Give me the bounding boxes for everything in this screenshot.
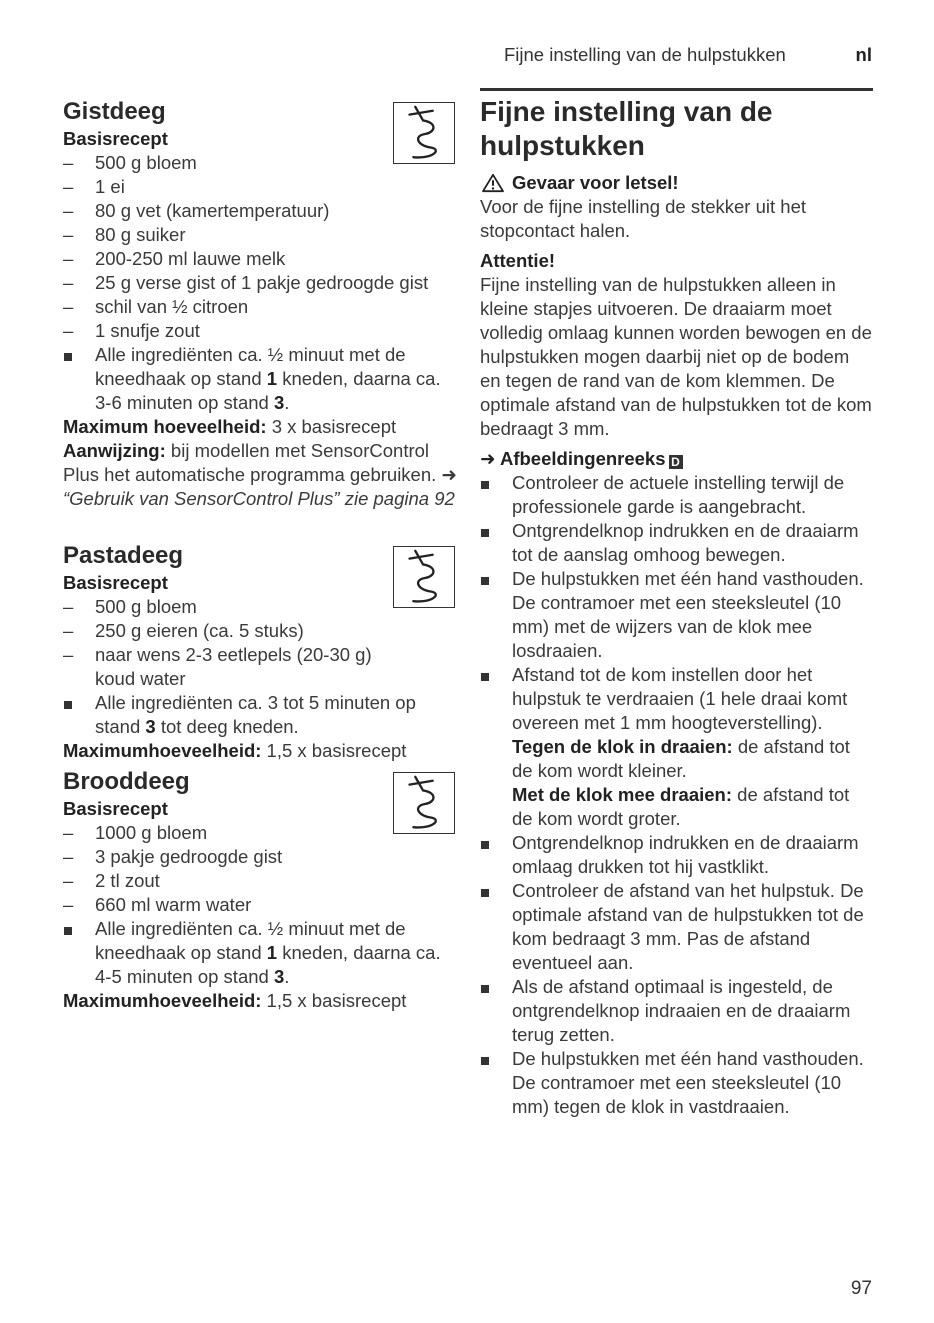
ingredient-item: – 1 ei: [63, 175, 458, 199]
procedure-step: Controleer de actuele instelling terwijl de professionele garde is aangebracht.: [480, 471, 873, 519]
language-code: nl: [855, 44, 872, 65]
max-label: Maximum hoeveelheid:: [63, 416, 267, 437]
danger-heading: [480, 171, 873, 195]
ingredient-item: – 200-250 ml lauwe melk: [63, 247, 458, 271]
ingredient-item: – 25 g verse gist of 1 pakje gedroogde gist: [63, 271, 458, 295]
cw-note: [512, 783, 873, 831]
ingredient-item: – 660 ml warm water: [63, 893, 458, 917]
arrow-icon: ➜: [480, 448, 496, 469]
ccw-text: de afstand tot de kom wordt kleiner.: [512, 736, 850, 781]
speed-value: 1: [266, 368, 278, 389]
cw-label: Met de klok mee draaien:: [512, 784, 733, 805]
arrow-icon: ➜: [441, 464, 457, 485]
procedure-step: Controleer de afstand van het hulpstuk. De optimale afstand van de hulpstukken tot de kom bedraagt 3 mm. Pas de afstand eventueel aan.: [480, 879, 873, 975]
hint-text: bij modellen met SensorControl Plus het automatische programma gebruiken.: [63, 440, 442, 485]
speed-value: 3: [145, 716, 156, 737]
ingredient-item: – 500 g bloem: [63, 595, 458, 619]
instruction-text: kneden, daarna ca. 3-6 minuten op stand: [95, 368, 441, 413]
ingredient-item: – schil van ½ citroen: [63, 295, 458, 319]
speed-value: 3: [273, 392, 285, 413]
max-label: Maximumhoeveelheid:: [63, 990, 262, 1011]
ingredient-item: – 80 g suiker: [63, 223, 458, 247]
procedure-step: [480, 663, 873, 831]
max-value: 1,5 x basisrecept: [261, 990, 407, 1011]
section-title: Pastadeeg: [63, 542, 184, 569]
header-title: Fijne instelling van de hulpstukken: [504, 44, 786, 65]
page-header: [480, 43, 872, 69]
max-label: Maximumhoeveelheid:: [63, 740, 262, 761]
ingredient-item: – 1 snufje zout: [63, 319, 458, 343]
max-value: 1,5 x basisrecept: [261, 740, 407, 761]
max-quantity: [63, 739, 458, 763]
instruction-list: [63, 691, 458, 739]
ccw-note: [512, 735, 873, 783]
procedure-step-text: Afstand tot de kom instellen door het hulpstuk te verdraaien (1 hele draai komt overeen met 1 mm hoogteverstelling).: [512, 664, 848, 733]
page-title: Fijne instelling van de hulpstukken: [480, 96, 773, 161]
instruction-text: Alle ingrediënten ca. 3 tot 5 minuten op stand: [95, 692, 416, 737]
danger-text: Voor de fijne instelling de stekker uit het stopcontact halen.: [480, 196, 806, 241]
ingredient-item: – 500 g bloem: [63, 151, 458, 175]
section-subtitle: Basisrecept: [63, 572, 168, 593]
figure-series-heading: [480, 447, 873, 471]
speed-value: 3: [273, 966, 285, 987]
attention-text: Fijne instelling van de hulpstukken alleen in kleine stapjes uitvoeren. De draaiarm moet volledig omlaag kunnen worden bewogen en de hulpstukken mogen daarbij niet op de bodem en tegen de rand van de kom klemmen. De optimale afstand van de hulpstukken tot de kom bedraagt 3 mm.: [480, 274, 872, 439]
warning-triangle-icon: [480, 173, 506, 193]
hint: [63, 439, 458, 511]
section-subtitle: Basisrecept: [63, 128, 168, 149]
instruction-item: [63, 343, 458, 415]
procedure-step: Als de afstand optimaal is ingesteld, de ontgrendelknop indraaien en de draaiarm terug zetten.: [480, 975, 873, 1047]
max-quantity: [63, 415, 458, 439]
instruction-text: Alle ingrediënten ca. ½ minuut met de kneedhaak op stand: [95, 918, 406, 963]
instruction-text: Alle ingrediënten ca. ½ minuut met de kneedhaak op stand: [95, 344, 406, 389]
cross-reference-link[interactable]: “Gebruik van SensorControl Plus” zie pagina 92: [63, 488, 455, 509]
cw-text: de afstand tot de kom wordt groter.: [512, 784, 850, 829]
gistdeeg-section: [63, 96, 458, 534]
procedure-step: Ontgrendelknop indrukken en de draaiarm tot de aanslag omhoog bewegen.: [480, 519, 873, 567]
instruction-text: .: [284, 966, 290, 987]
ccw-label: Tegen de klok in draaien:: [512, 736, 733, 757]
instruction-text: tot deeg kneden.: [155, 716, 299, 737]
pastadeeg-section: [63, 540, 458, 760]
section-subtitle: Basisrecept: [63, 798, 168, 819]
hint-label: Aanwijzing:: [63, 440, 166, 461]
brooddeeg-section: [63, 766, 458, 1013]
ingredient-item: – 80 g vet (kamertemperatuur): [63, 199, 458, 223]
ingredient-item: – naar wens 2-3 eetlepels (20-30 g) koud water: [63, 643, 400, 691]
procedure-step: De hulpstukken met één hand vasthouden. De contramoer met een steeksleutel (10 mm) tegen de klok in vastdraaien.: [480, 1047, 873, 1119]
procedure-step: Ontgrendelknop indrukken en de draaiarm omlaag drukken tot hij vastklikt.: [480, 831, 873, 879]
right-column: [480, 88, 873, 1119]
section-title: Gistdeeg: [63, 98, 166, 125]
procedure-step: De hulpstukken met één hand vasthouden. De contramoer met een steeksleutel (10 mm) met de wijzers van de klok mee losdraaien.: [480, 567, 873, 663]
ingredient-item: – 3 pakje gedroogde gist: [63, 845, 458, 869]
left-column: [63, 96, 458, 1013]
speed-value: 1: [266, 942, 278, 963]
figure-series-label: Afbeeldingenreeks: [499, 448, 666, 469]
figure-series-box: D: [669, 455, 683, 469]
instruction-item: [63, 917, 458, 989]
max-quantity: [63, 989, 458, 1013]
ingredient-item: – 250 g eieren (ca. 5 stuks): [63, 619, 458, 643]
instruction-list: [63, 343, 458, 415]
ingredient-item: – 1000 g bloem: [63, 821, 458, 845]
instruction-list: [63, 917, 458, 989]
max-value: 3 x basisrecept: [266, 416, 397, 437]
instruction-text: kneden, daarna ca. 4-5 minuten op stand: [95, 942, 441, 987]
danger-label: Gevaar voor letsel!: [512, 172, 679, 193]
ingredient-list: [63, 595, 458, 691]
attention-label: Attentie!: [480, 250, 556, 271]
ingredient-list: [63, 151, 458, 343]
title-rule: [480, 88, 873, 91]
ingredient-list: [63, 821, 458, 917]
section-title: Brooddeeg: [63, 768, 190, 795]
instruction-item: [63, 691, 458, 739]
ingredient-item: – 2 tl zout: [63, 869, 458, 893]
procedure-steps: [480, 471, 873, 1119]
instruction-text: .: [284, 392, 290, 413]
page-number: 97: [850, 1278, 872, 1299]
